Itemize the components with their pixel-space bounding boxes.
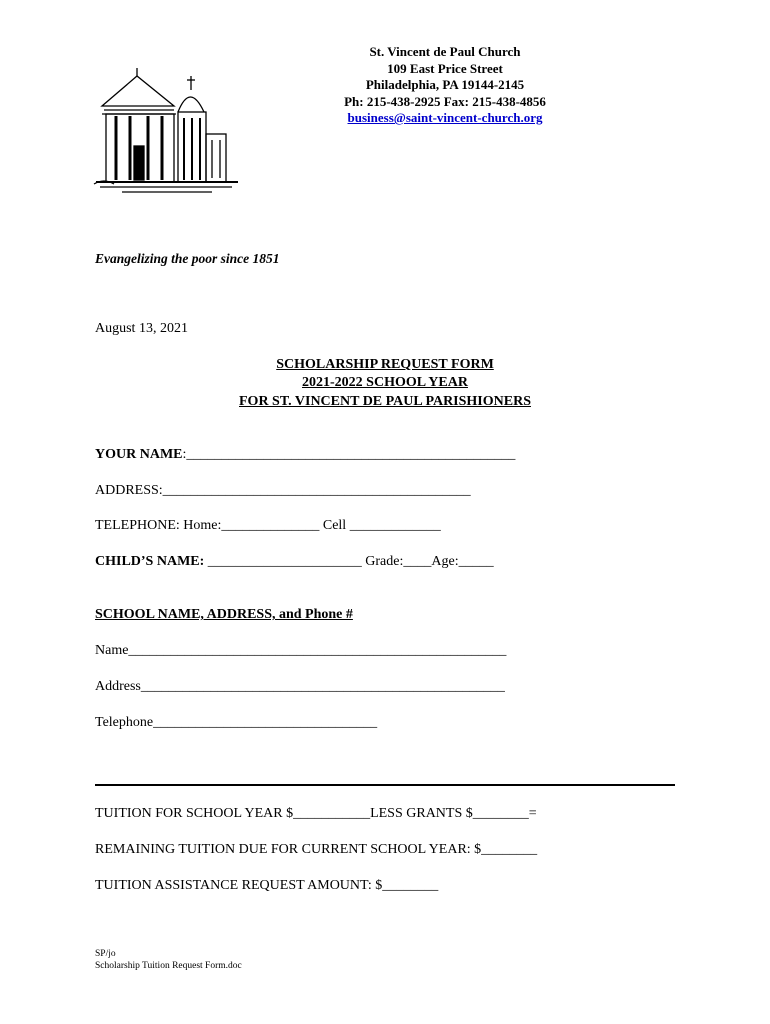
school-address-field[interactable]: Address____________________________________________________ <box>95 679 505 694</box>
letter-date: August 13, 2021 <box>95 321 188 336</box>
school-name-field[interactable]: Name______________________________________________________ <box>95 643 507 658</box>
tagline: Evangelizing the poor since 1851 <box>95 251 280 266</box>
childs-name-label: CHILD’S NAME: <box>95 554 205 569</box>
your-name-blank[interactable]: :_______________________________________________ <box>182 447 516 462</box>
form-school-year: 2021-2022 SCHOOL YEAR <box>302 375 468 390</box>
school-section-heading: SCHOOL NAME, ADDRESS, and Phone # <box>95 607 353 622</box>
address-field[interactable]: ADDRESS:____________________________________________ <box>95 483 471 498</box>
remaining-tuition-line[interactable]: REMAINING TUITION DUE FOR CURRENT SCHOOL YEAR: $________ <box>95 842 538 857</box>
form-audience: FOR ST. VINCENT DE PAUL PARISHIONERS <box>239 394 531 409</box>
your-name-label: YOUR NAME <box>95 447 183 462</box>
form-title: SCHOLARSHIP REQUEST FORM <box>276 357 494 372</box>
divider <box>95 784 675 786</box>
tuition-line[interactable]: TUITION FOR SCHOOL YEAR $___________LESS GRANTS $________= <box>95 806 537 821</box>
street-address: 109 East Price Street <box>387 60 503 76</box>
childs-name-field[interactable] <box>95 554 494 570</box>
church-building-icon <box>92 54 242 199</box>
childs-name-grade-age-blank[interactable]: ______________________ Grade:____Age:_____ <box>204 554 494 569</box>
letterhead <box>300 44 590 127</box>
footer-initials: SP/jo <box>95 949 116 959</box>
assistance-request-line[interactable]: TUITION ASSISTANCE REQUEST AMOUNT: $________ <box>95 878 439 893</box>
phone-fax: Ph: 215-438-2925 Fax: 215-438-4856 <box>344 93 546 109</box>
telephone-field[interactable]: TELEPHONE: Home:______________ Cell _____________ <box>95 518 441 533</box>
school-telephone-field[interactable]: Telephone________________________________ <box>95 715 378 730</box>
your-name-field[interactable] <box>95 447 515 463</box>
church-name: St. Vincent de Paul Church <box>369 44 521 59</box>
email-link[interactable]: business@saint-vincent-church.org <box>347 110 543 125</box>
footer-filename: Scholarship Tuition Request Form.doc <box>95 961 242 971</box>
city-state-zip: Philadelphia, PA 19144-2145 <box>365 77 525 92</box>
